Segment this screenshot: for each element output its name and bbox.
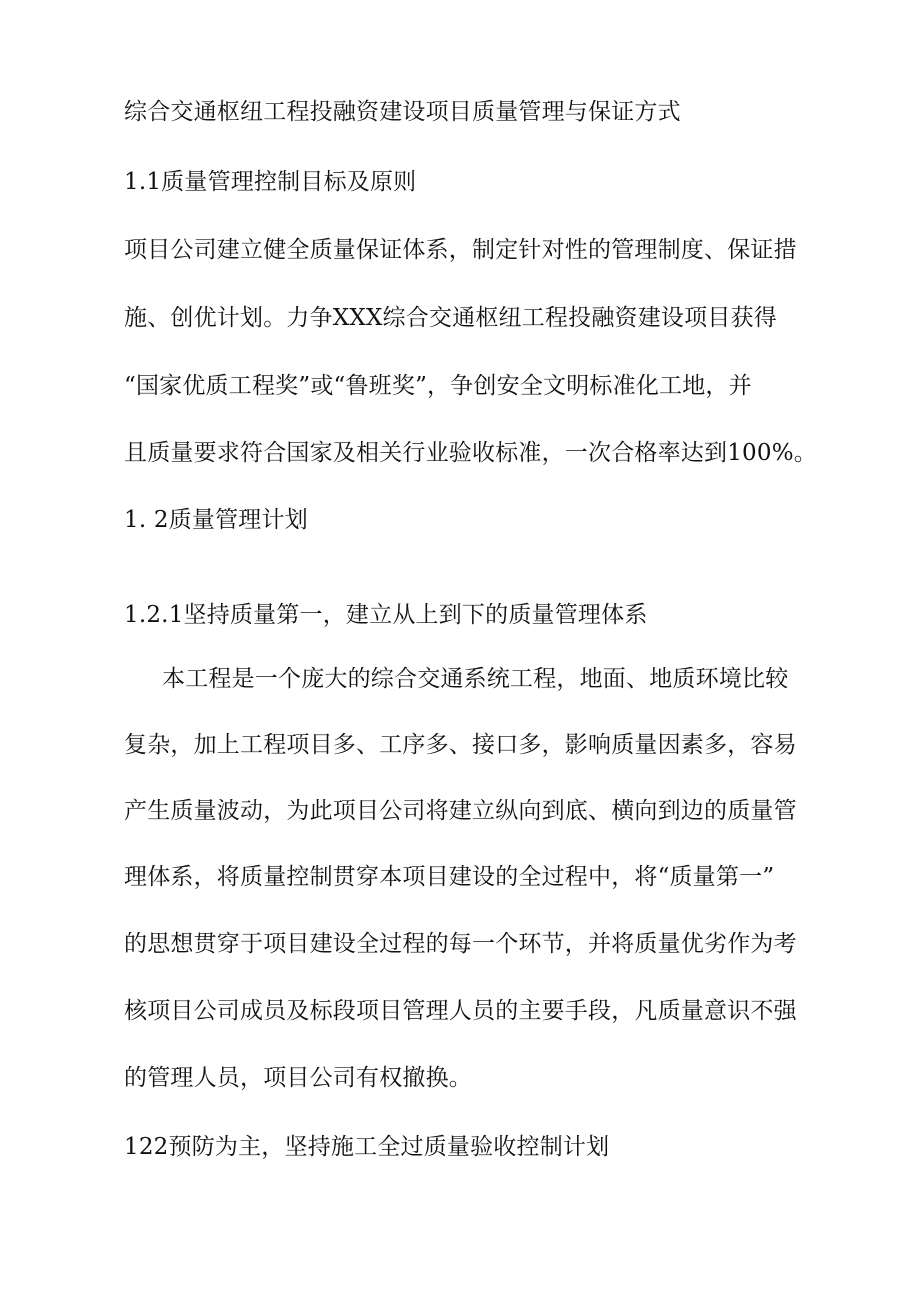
- section-1-1-paragraph-line: 项目公司建立健全质量保证体系，制定针对性的管理制度、保证措: [124, 237, 797, 263]
- document-title: 综合交通枢纽工程投融资建设项目质量管理与保证方式: [124, 99, 681, 125]
- section-1-2-heading: 1. 2质量管理计划: [124, 507, 308, 533]
- section-1-2-1-paragraph-line: 产生质量波动，为此项目公司将建立纵向到底、横向到边的质量管: [124, 798, 797, 824]
- section-1-1-paragraph-line: 且质量要求符合国家及相关行业验收标准，一次合格率达到100%。: [124, 440, 817, 466]
- section-1-1-paragraph-line: 施、创优计划。力争XXX综合交通枢纽工程投融资建设项目获得: [124, 305, 777, 331]
- section-1-1-heading: 1.1质量管理控制目标及原则: [124, 169, 417, 195]
- section-1-2-2-heading: 122预防为主，坚持施工全过质量验收控制计划: [124, 1134, 610, 1160]
- section-1-1-paragraph-line: “国家优质工程奖”或“鲁班奖”，争创安全文明标准化工地，并: [124, 373, 752, 399]
- section-1-2-1-paragraph-line: 本工程是一个庞大的综合交通系统工程，地面、地质环境比较: [162, 666, 789, 692]
- section-1-2-1-paragraph-line: 复杂，加上工程项目多、工序多、接口多，影响质量因素多，容易: [124, 732, 797, 758]
- section-1-2-1-paragraph-line: 理体系，将质量控制贯穿本项目建设的全过程中，将“质量第一”: [124, 864, 775, 890]
- section-1-2-1-paragraph-line: 的管理人员，项目公司有权撤换。: [124, 1065, 472, 1091]
- section-1-2-1-paragraph-line: 核项目公司成员及标段项目管理人员的主要手段，凡质量意识不强: [124, 998, 797, 1024]
- section-1-2-1-paragraph-line: 的思想贯穿于项目建设全过程的每一个环节，并将质量优劣作为考: [124, 931, 797, 957]
- section-1-2-1-heading: 1.2.1坚持质量第一，建立从上到下的质量管理体系: [124, 602, 648, 628]
